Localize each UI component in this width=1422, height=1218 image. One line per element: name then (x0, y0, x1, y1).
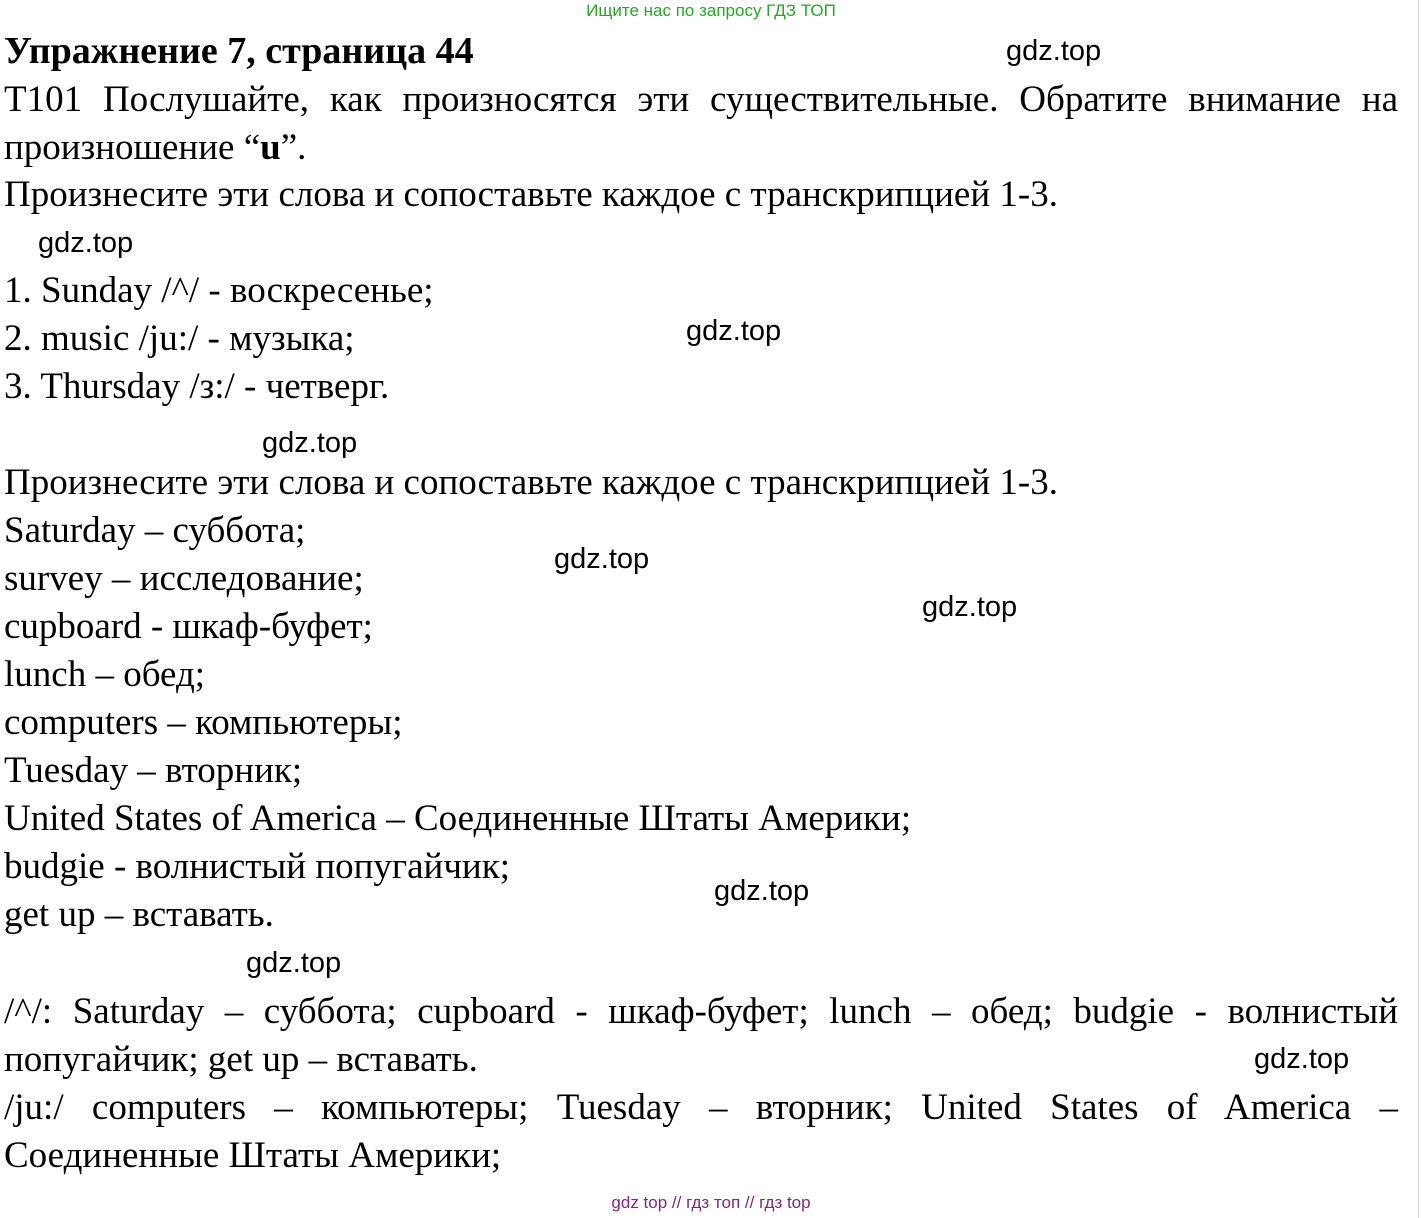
word-item: get up – вставать. (4, 894, 274, 935)
word-item: cupboard - шкаф-буфет; (4, 606, 373, 647)
watermark: gdz.top (1006, 35, 1102, 67)
word-item: survey – исследование; (4, 558, 364, 599)
task-description (4, 76, 1398, 172)
word-item: budgie - волнистый попугайчик; (4, 846, 510, 887)
answer-group-1: /^/: Saturday – суббота; cupboard - шкаф-буфет; lunch – обед; budgie - волнистый попугайчик; get up – вставать. (4, 991, 1398, 1080)
search-banner[interactable]: Ищите нас по запросу ГДЗ ТОП (586, 1, 836, 20)
watermark: gdz.top (714, 875, 810, 907)
page-title: Упражнение 7, страница 44 (4, 30, 474, 72)
watermark: gdz.top (922, 591, 1018, 623)
watermark: gdz.top (686, 315, 782, 347)
word-item: Tuesday – вторник; (4, 750, 303, 791)
task-highlight-letter: u (260, 127, 281, 168)
transcription-item: 2. music /ju:/ - музыка; (4, 318, 355, 359)
word-item: lunch – обед; (4, 654, 206, 695)
page-edge-rule (1418, 0, 1419, 1218)
watermark: gdz.top (554, 543, 650, 575)
transcription-item: 3. Thursday /з:/ - четверг. (4, 366, 390, 407)
answer-group-2: /ju:/ computers – компьютеры; Tuesday – вторник; United States of America – Соединенные Штаты Америки; (4, 1087, 1398, 1176)
footer-links[interactable]: gdz top // гдз топ // гдз top (611, 1193, 811, 1212)
instruction-first: Произнесите эти слова и сопоставьте каждое с транскрипцией 1-3. (4, 174, 1058, 215)
task-text-suffix: ”. (280, 127, 307, 168)
task-text-prefix: T101 Послушайте, как произносятся эти существительные. Обратите внимание на произношение “ (4, 79, 1398, 168)
watermark: gdz.top (1254, 1043, 1350, 1075)
word-item: computers – компьютеры; (4, 702, 403, 743)
word-item: Saturday – суббота; (4, 510, 306, 551)
word-item: United States of America – Соединенные Штаты Америки; (4, 798, 912, 839)
transcription-item: 1. Sunday /^/ - воскресенье; (4, 270, 434, 311)
watermark: gdz.top (246, 947, 342, 979)
watermark: gdz.top (262, 427, 358, 459)
watermark: gdz.top (38, 227, 134, 259)
instruction-second: Произнесите эти слова и сопоставьте каждое с транскрипцией 1-3. (4, 462, 1058, 503)
